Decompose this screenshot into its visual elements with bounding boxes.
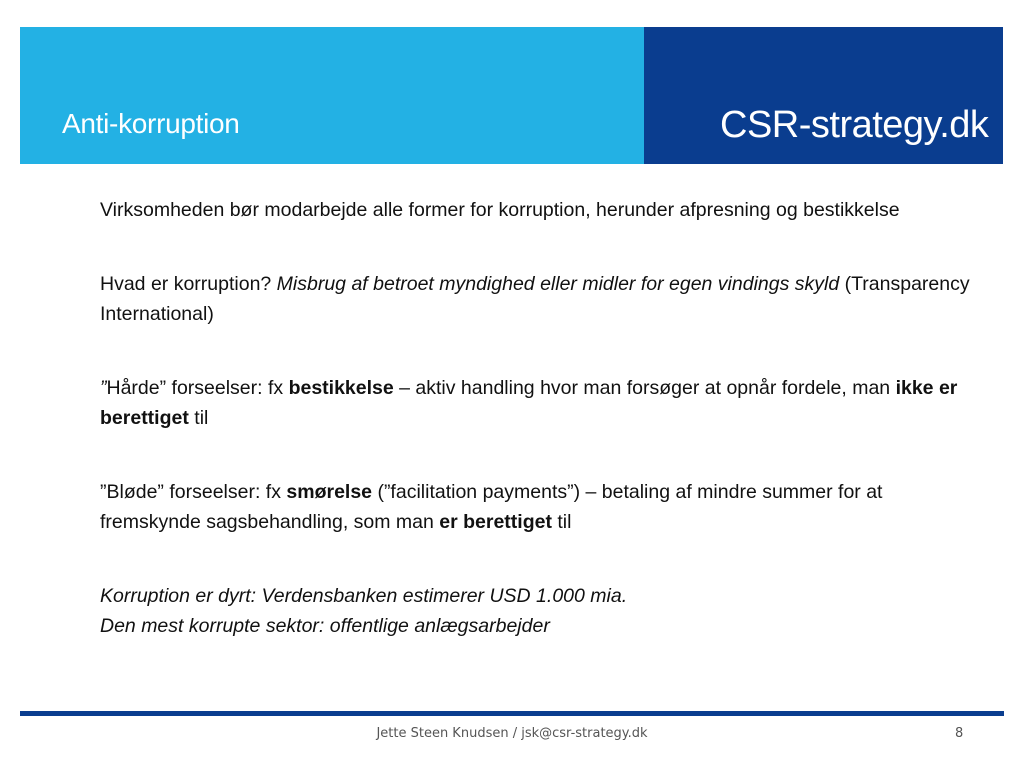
hard-offences-quote: ”: [100, 377, 107, 399]
header-banner: [20, 27, 644, 164]
soft-offences-bold-1: smørelse: [286, 481, 373, 503]
soft-offences-text-3: til: [551, 511, 572, 533]
paragraph-definition: [100, 269, 980, 329]
paragraph-intro: Virksomheden bør modarbejde alle former for korruption, herunder afpresning og bestikkelse: [100, 199, 900, 221]
hard-offences-bold-1: bestikkelse: [288, 377, 394, 399]
hard-offences-text-1: Hårde” forseelser: fx: [106, 377, 289, 399]
soft-offences-text-1: ”Bløde” forseelser: fx: [100, 481, 287, 503]
soft-offences-bold-2: er berettiget: [439, 511, 552, 533]
definition-source: (Transparency International): [100, 273, 970, 325]
cost-text: Korruption er dyrt: Verdensbanken estimerer USD 1.000 mia.: [100, 585, 628, 607]
sector-text: Den mest korrupte sektor: offentlige anlægsarbejder: [100, 615, 550, 637]
footer-author: Jette Steen Knudsen / jsk@csr-strategy.dk: [376, 726, 648, 741]
soft-offences-text-2: (”facilitation payments”) – betaling af mindre summer for at fremskynde sagsbehandling, som man: [100, 481, 883, 533]
footer-divider: [20, 711, 1004, 716]
page-number: 8: [955, 726, 964, 741]
csr-strategy-logo: CSR-strategy.dk: [720, 104, 989, 146]
slide-title: Anti-korruption: [62, 108, 240, 139]
hard-offences-text-2: – aktiv handling hvor man forsøger at opnår fordele, man: [393, 377, 896, 399]
hard-offences-bold-2: ikke er berettiget: [100, 377, 958, 429]
paragraph-soft-offences: [100, 477, 980, 537]
paragraph-cost: [100, 581, 980, 611]
definition-lead: Hvad er korruption?: [100, 273, 277, 295]
paragraph-hard-offences: [100, 373, 980, 433]
definition-italic: Misbrug af betroet myndighed eller midler for egen vindings skyld: [276, 273, 840, 295]
hard-offences-text-3: til: [188, 407, 209, 429]
slide-body: [100, 195, 980, 641]
paragraph-sector: [100, 611, 980, 641]
